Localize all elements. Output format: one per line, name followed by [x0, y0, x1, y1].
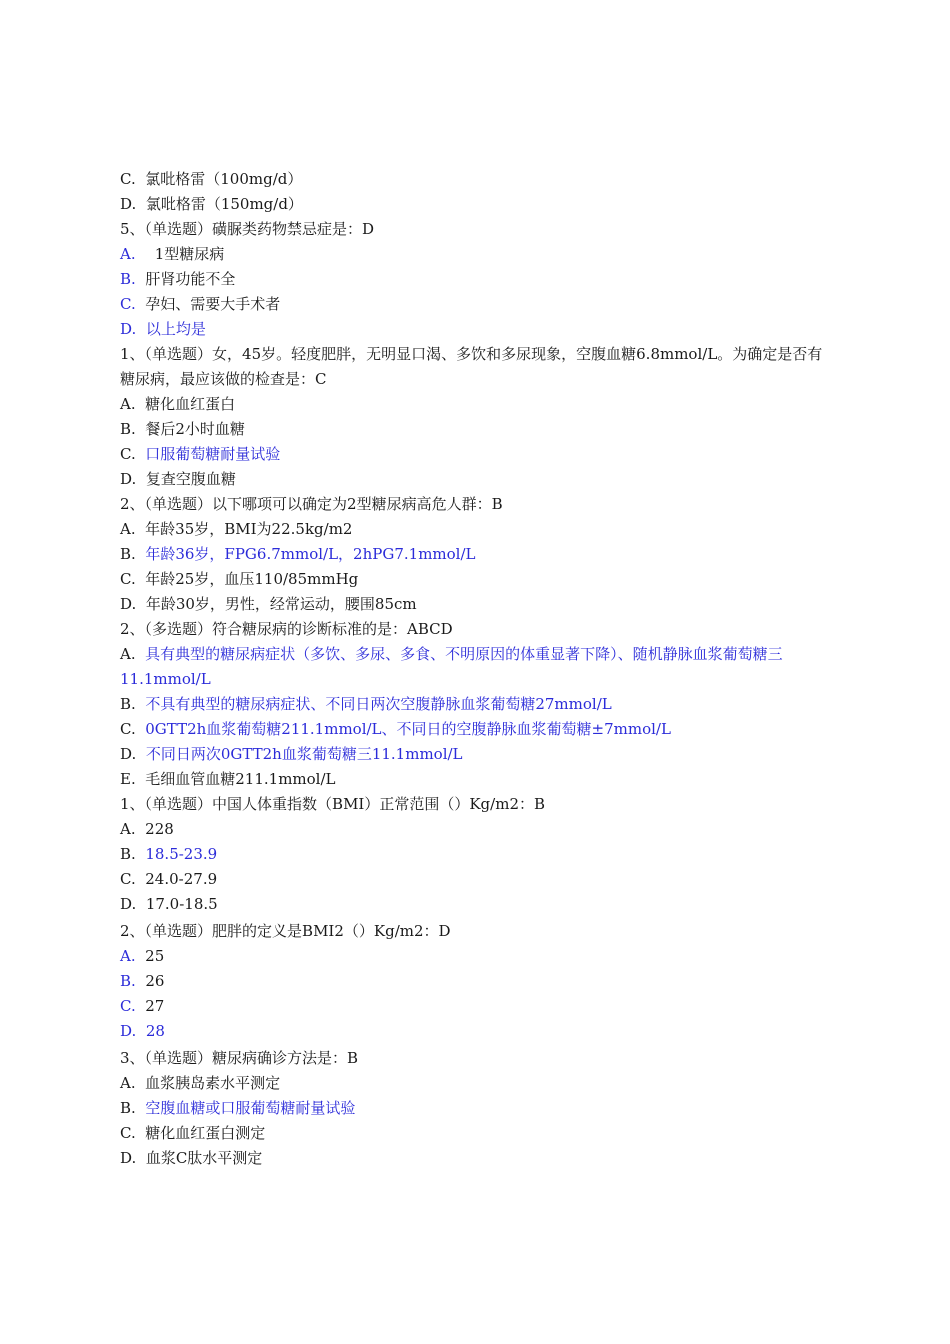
option-line [120, 969, 832, 994]
option-line [120, 242, 832, 267]
option-line [120, 567, 832, 592]
option-line [120, 517, 832, 542]
option-letter: C. [120, 570, 136, 588]
option-letter: C. [120, 1124, 136, 1142]
option-line [120, 767, 832, 792]
option-letter: A. [120, 520, 136, 538]
option-text: 0GTT2h血浆葡萄糖211.1mmol/L、不同日的空腹静脉血浆葡萄糖±7mmol/L [145, 720, 671, 738]
option-text: 以上均是 [145, 320, 206, 338]
option-text: 餐后2小时血糖 [145, 420, 245, 438]
option-letter: D. [120, 470, 137, 488]
option-line [120, 417, 832, 442]
option-letter: D. [120, 595, 137, 613]
option-letter: B. [120, 1099, 136, 1117]
option-letter: D. [120, 195, 137, 213]
option-text: 肝肾功能不全 [145, 270, 236, 288]
option-letter: D. [120, 1022, 137, 1040]
option-text: 18.5-23.9 [145, 845, 218, 863]
question-line [120, 617, 832, 642]
option-text: 毛细血管血糖211.1mmol/L [145, 770, 336, 788]
option-line [120, 1146, 832, 1171]
document-body [120, 167, 832, 1171]
option-letter: A. [120, 645, 136, 663]
question-text: 1、（单选题）中国人体重指数（BMI）正常范围（）Kg/m2：B [120, 795, 546, 813]
option-text: 糖化血红蛋白 [145, 395, 236, 413]
option-letter: A. [120, 245, 136, 263]
option-text: 不同日两次0GTT2h血浆葡萄糖三11.1mmol/L [145, 745, 463, 763]
option-line [120, 994, 832, 1019]
option-text: 复查空腹血糖 [145, 470, 236, 488]
question-line [120, 492, 832, 517]
question-text: 5、（单选题）磺脲类药物禁忌症是：D [120, 220, 375, 238]
question-text: 2、（单选题）肥胖的定义是BMI2（）Kg/m2：D [120, 922, 451, 940]
option-text: 氯吡格雷（150mg/d） [145, 195, 303, 213]
option-text: 24.0-27.9 [145, 870, 218, 888]
option-letter: C. [120, 870, 136, 888]
option-letter: C. [120, 720, 136, 738]
option-line [120, 892, 832, 917]
option-line [120, 1121, 832, 1146]
option-letter: C. [120, 295, 136, 313]
option-text: 不具有典型的糖尿病症状、不同日两次空腹静脉血浆葡萄糖27mmol/L [145, 695, 612, 713]
option-line [120, 742, 832, 767]
option-letter: A. [120, 820, 136, 838]
option-text: 228 [145, 820, 174, 838]
option-text: 孕妇、需要大手术者 [145, 295, 281, 313]
option-letter: D. [120, 895, 137, 913]
question-line [120, 792, 832, 817]
option-text: 年龄30岁，男性，经常运动，腰围85cm [145, 595, 417, 613]
option-letter: B. [120, 420, 136, 438]
option-text: 17.0-18.5 [145, 895, 218, 913]
option-letter: B. [120, 545, 136, 563]
option-line [120, 944, 832, 969]
option-text: 27 [145, 997, 165, 1015]
option-text: 26 [145, 972, 165, 990]
option-letter: D. [120, 1149, 137, 1167]
option-letter: C. [120, 997, 136, 1015]
option-text: 血浆C肽水平测定 [145, 1149, 263, 1167]
question-line [120, 217, 832, 242]
option-letter: C. [120, 170, 136, 188]
option-line [120, 267, 832, 292]
option-letter: C. [120, 445, 136, 463]
option-line [120, 592, 832, 617]
option-letter: D. [120, 745, 137, 763]
option-line [120, 717, 832, 742]
option-text: 25 [145, 947, 165, 965]
option-letter: B. [120, 972, 136, 990]
question-line [120, 1046, 832, 1071]
question-text: 2、（单选题）以下哪项可以确定为2型糖尿病高危人群：B [120, 495, 503, 513]
option-line [120, 1019, 832, 1044]
option-line [120, 867, 832, 892]
option-letter: B. [120, 845, 136, 863]
option-line [120, 1096, 832, 1121]
option-text: 年龄35岁，BMI为22.5kg/m2 [145, 520, 353, 538]
option-line [120, 542, 832, 567]
option-letter: B. [120, 695, 136, 713]
question-line [120, 342, 832, 392]
option-text: 年龄36岁，FPG6.7mmol/L，2hPG7.1mmol/L [145, 545, 476, 563]
question-line [120, 919, 832, 944]
option-line [120, 692, 832, 717]
option-text: 氯吡格雷（100mg/d） [145, 170, 303, 188]
option-letter: E. [120, 770, 136, 788]
option-text: 糖化血红蛋白测定 [145, 1124, 266, 1142]
option-letter: D. [120, 320, 137, 338]
option-text: 28 [145, 1022, 165, 1040]
question-text: 3、（单选题）糖尿病确诊方法是：B [120, 1049, 359, 1067]
option-line [120, 1071, 832, 1096]
option-letter: B. [120, 270, 136, 288]
option-line [120, 642, 832, 692]
option-line [120, 817, 832, 842]
option-text: 血浆胰岛素水平测定 [145, 1074, 281, 1092]
option-line [120, 842, 832, 867]
option-letter: A. [120, 395, 136, 413]
option-text: 口服葡萄糖耐量试验 [145, 445, 281, 463]
option-text: 1型糖尿病 [145, 245, 225, 263]
option-text: 具有典型的糖尿病症状（多饮、多尿、多食、不明原因的体重显著下降）、随机静脉血浆葡萄糖三11.1mmol/L [120, 645, 783, 688]
option-line [120, 442, 832, 467]
option-text: 空腹血糖或口服葡萄糖耐量试验 [145, 1099, 356, 1117]
option-text: 年龄25岁，血压110/85mmHg [145, 570, 359, 588]
question-text: 1、（单选题）女，45岁。轻度肥胖，无明显口渴、多饮和多尿现象，空腹血糖6.8mmol/L。为确定是否有糖尿病，最应该做的检查是：C [120, 345, 823, 388]
option-line [120, 292, 832, 317]
option-line [120, 392, 832, 417]
option-letter: A. [120, 947, 136, 965]
question-text: 2、（多选题）符合糖尿病的诊断标准的是：ABCD [120, 620, 453, 638]
option-line [120, 317, 832, 342]
option-line [120, 467, 832, 492]
option-letter: A. [120, 1074, 136, 1092]
option-line [120, 192, 832, 217]
option-line [120, 167, 832, 192]
